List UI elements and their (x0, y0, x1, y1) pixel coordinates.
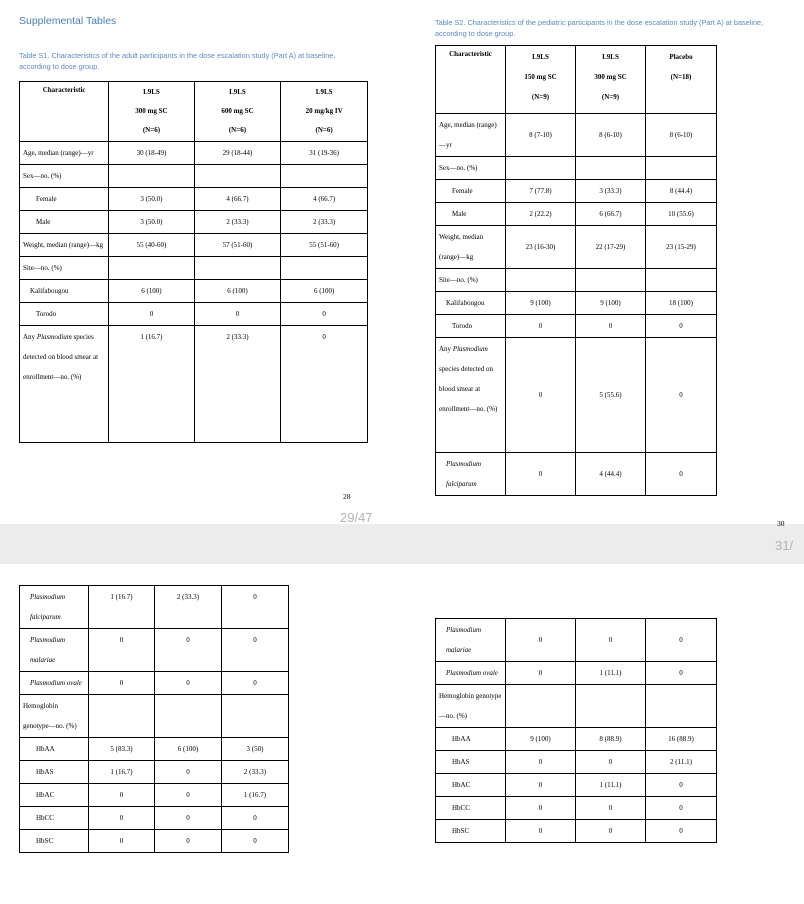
row-label: Hemoglobin genotype—no. (%) (20, 695, 89, 738)
table-cell: 7 (77.8) (506, 180, 576, 203)
page-gap (0, 524, 804, 564)
table-cell: 0 (576, 820, 646, 843)
row-label: HbAA (436, 728, 506, 751)
row-label: Female (20, 188, 109, 211)
table-s2-caption: Table S2. Characteristics of the pediatric participants in the dose escalation study (Part A) at baseline, according to dose group. (435, 18, 764, 38)
table-cell: 8 (44.4) (646, 180, 717, 203)
table-row (20, 165, 368, 188)
table-cell (194, 257, 281, 280)
page-counter-left: 29/47 (340, 510, 373, 525)
table-row (436, 728, 717, 751)
table-cell: 0 (576, 797, 646, 820)
table-row (436, 180, 717, 203)
table-cell: 5 (83.3) (89, 738, 155, 761)
table-cell (109, 165, 194, 188)
row-label: Site—no. (%) (436, 269, 506, 292)
table-cell: 1 (16.7) (222, 784, 289, 807)
row-label: Plasmodium malariae (20, 629, 89, 672)
table-s1-bottom (19, 585, 289, 853)
table-row (436, 453, 717, 496)
table-row (436, 269, 717, 292)
table-cell (89, 695, 155, 738)
column-header: L9LS 150 mg SC (N=9) (506, 46, 576, 114)
table-row (20, 807, 289, 830)
row-label: Female (436, 180, 506, 203)
table-row (20, 303, 368, 326)
table-row (436, 338, 717, 453)
table-header-row (436, 46, 717, 114)
table-cell: 1 (11.1) (576, 662, 646, 685)
table-row (20, 830, 289, 853)
table-s2-top (435, 45, 717, 496)
table-cell: 0 (576, 619, 646, 662)
row-label: HbAS (20, 761, 89, 784)
table-cell: 0 (222, 672, 289, 695)
table-cell: 8 (88.9) (576, 728, 646, 751)
table-cell: 18 (100) (646, 292, 717, 315)
table-cell: 6 (100) (281, 280, 368, 303)
column-header: Characteristic (436, 46, 506, 114)
table-cell: 1 (16.7) (109, 326, 194, 443)
table-cell: 0 (506, 619, 576, 662)
table-cell: 3 (50.0) (109, 211, 194, 234)
table-cell: 29 (18-44) (194, 142, 281, 165)
table-cell: 0 (89, 672, 155, 695)
row-label: Plasmodium ovale (436, 662, 506, 685)
table-cell: 6 (66.7) (576, 203, 646, 226)
table-row (436, 774, 717, 797)
table-cell: 1 (16.7) (89, 761, 155, 784)
table-cell: 6 (100) (194, 280, 281, 303)
table-cell (576, 269, 646, 292)
table-cell: 23 (15-29) (646, 226, 717, 269)
table-cell: 0 (155, 629, 222, 672)
table-cell: 8 (6-10) (646, 114, 717, 157)
table-s1-top (19, 81, 368, 443)
table-cell (506, 157, 576, 180)
row-label: HbCC (20, 807, 89, 830)
row-label: Age, median (range)—yr (436, 114, 506, 157)
table-cell: 2 (22.2) (506, 203, 576, 226)
row-label: HbAS (436, 751, 506, 774)
table-cell: 0 (646, 820, 717, 843)
table-cell: 0 (506, 453, 576, 496)
table-cell: 2 (33.3) (194, 211, 281, 234)
table-cell: 2 (33.3) (222, 761, 289, 784)
table-cell: 30 (18-49) (109, 142, 194, 165)
table-row (436, 619, 717, 662)
table-cell: 0 (155, 761, 222, 784)
table-cell: 3 (33.3) (576, 180, 646, 203)
table-cell: 55 (40-60) (109, 234, 194, 257)
table-cell: 0 (155, 830, 222, 853)
table-cell: 0 (281, 303, 368, 326)
table-cell: 6 (100) (155, 738, 222, 761)
row-label: HbAC (436, 774, 506, 797)
table-cell: 9 (100) (506, 292, 576, 315)
row-label: HbAC (20, 784, 89, 807)
table-row (436, 157, 717, 180)
table-cell: 2 (11.1) (646, 751, 717, 774)
table-cell (109, 257, 194, 280)
page-heading: Supplemental Tables (19, 15, 117, 27)
table-cell (646, 685, 717, 728)
table-cell: 10 (55.6) (646, 203, 717, 226)
table-cell: 0 (506, 338, 576, 453)
row-label: Kalifabougou (436, 292, 506, 315)
table-cell: 0 (89, 830, 155, 853)
table-cell (155, 695, 222, 738)
table-cell: 23 (16-30) (506, 226, 576, 269)
table-header-row (20, 82, 368, 142)
table-cell (194, 165, 281, 188)
table-cell: 0 (506, 820, 576, 843)
row-label: Plasmodium falciparum (20, 586, 89, 629)
table-row (20, 326, 368, 443)
table-cell: 1 (16.7) (89, 586, 155, 629)
table-s1-caption: Table S1. Characteristics of the adult participants in the dose escalation study (Part A) at baseline, according to dose group. (19, 51, 336, 71)
table-cell: 8 (6-10) (576, 114, 646, 157)
column-header: L9LS 300 mg SC (N=9) (576, 46, 646, 114)
table-cell: 2 (33.3) (194, 326, 281, 443)
table-cell: 0 (89, 629, 155, 672)
table-cell: 0 (155, 807, 222, 830)
table-cell: 0 (222, 830, 289, 853)
table-row (20, 280, 368, 303)
row-label: Weight, median (range)—kg (20, 234, 109, 257)
row-label: Male (436, 203, 506, 226)
table-cell: 0 (506, 315, 576, 338)
table-cell: 0 (506, 662, 576, 685)
table-cell: 0 (222, 807, 289, 830)
row-label: Plasmodium falciparum (436, 453, 506, 496)
table-cell: 0 (646, 774, 717, 797)
row-label: Sex—no. (%) (436, 157, 506, 180)
table-cell: 31 (19-36) (281, 142, 368, 165)
table-cell (646, 157, 717, 180)
table-row (20, 142, 368, 165)
table-row (20, 211, 368, 234)
row-label: Plasmodium ovale (20, 672, 89, 695)
table-cell: 2 (33.3) (155, 586, 222, 629)
table-cell: 0 (281, 326, 368, 443)
table-row (436, 751, 717, 774)
table-cell: 4 (66.7) (194, 188, 281, 211)
column-header: L9LS 600 mg SC (N=6) (194, 82, 281, 142)
table-cell: 0 (109, 303, 194, 326)
column-header: Placebo (N=18) (646, 46, 717, 114)
row-label: HbSC (20, 830, 89, 853)
table-row (20, 761, 289, 784)
row-label: Male (20, 211, 109, 234)
row-label: Weight, median (range)—kg (436, 226, 506, 269)
table-cell (576, 157, 646, 180)
row-label: Plasmodium malariae (436, 619, 506, 662)
table-cell: 2 (33.3) (281, 211, 368, 234)
table-cell (281, 165, 368, 188)
page-number-right: 30 (777, 519, 785, 528)
table-row (20, 188, 368, 211)
table-cell: 9 (100) (576, 292, 646, 315)
table-cell: 0 (646, 797, 717, 820)
table-row (436, 685, 717, 728)
table-cell: 0 (506, 797, 576, 820)
table-cell: 0 (194, 303, 281, 326)
table-cell (506, 269, 576, 292)
table-cell: 0 (646, 338, 717, 453)
table-cell: 0 (89, 784, 155, 807)
table-cell: 0 (222, 586, 289, 629)
table-row (20, 586, 289, 629)
row-label: Age, median (range)—yr (20, 142, 109, 165)
row-label: HbAA (20, 738, 89, 761)
column-header: L9LS 300 mg SC (N=6) (109, 82, 194, 142)
table-cell: 0 (155, 784, 222, 807)
table-cell: 0 (576, 751, 646, 774)
table-row (20, 784, 289, 807)
table-cell: 5 (55.6) (576, 338, 646, 453)
table-row (436, 662, 717, 685)
table-cell: 0 (155, 672, 222, 695)
table-cell: 22 (17-29) (576, 226, 646, 269)
row-label: Kalifabougou (20, 280, 109, 303)
table-cell (506, 685, 576, 728)
table-cell: 0 (89, 807, 155, 830)
table-row (20, 629, 289, 672)
table-row (20, 234, 368, 257)
table-cell: 4 (66.7) (281, 188, 368, 211)
table-cell: 0 (222, 629, 289, 672)
table-s2-bottom (435, 618, 717, 843)
table-row (436, 797, 717, 820)
page-number-left: 28 (343, 492, 351, 501)
row-label: HbCC (436, 797, 506, 820)
table-cell: 0 (646, 662, 717, 685)
table-cell: 9 (100) (506, 728, 576, 751)
table-cell: 3 (50) (222, 738, 289, 761)
table-cell: 3 (50.0) (109, 188, 194, 211)
table-row (436, 114, 717, 157)
row-label: Hemoglobin genotype—no. (%) (436, 685, 506, 728)
table-cell: 57 (51-60) (194, 234, 281, 257)
table-row (20, 695, 289, 738)
row-label: Torodo (20, 303, 109, 326)
table-row (436, 203, 717, 226)
table-row (20, 738, 289, 761)
table-cell: 0 (646, 453, 717, 496)
table-cell: 0 (646, 315, 717, 338)
table-row (436, 292, 717, 315)
row-label: Site—no. (%) (20, 257, 109, 280)
table-row (436, 226, 717, 269)
page-counter-right: 31/ (775, 538, 794, 553)
table-cell: 55 (51-60) (281, 234, 368, 257)
table-cell: 16 (88.9) (646, 728, 717, 751)
table-cell: 0 (646, 619, 717, 662)
column-header: Characteristic (20, 82, 109, 142)
table-cell: 4 (44.4) (576, 453, 646, 496)
table-cell: 0 (576, 315, 646, 338)
table-cell (576, 685, 646, 728)
row-label: Any Plasmodium species detected on blood smear at enrollment—no. (%) (20, 326, 109, 443)
column-header: L9LS 20 mg/kg IV (N=6) (281, 82, 368, 142)
table-cell: 0 (506, 751, 576, 774)
table-cell: 6 (100) (109, 280, 194, 303)
row-label: Any Plasmodium species detected on blood smear at enrollment—no. (%) (436, 338, 506, 453)
table-row (20, 672, 289, 695)
row-label: Torodo (436, 315, 506, 338)
table-cell: 1 (11.1) (576, 774, 646, 797)
table-row (20, 257, 368, 280)
table-cell: 0 (506, 774, 576, 797)
table-cell (222, 695, 289, 738)
table-row (436, 315, 717, 338)
row-label: HbSC (436, 820, 506, 843)
row-label: Sex—no. (%) (20, 165, 109, 188)
table-cell (646, 269, 717, 292)
table-cell (281, 257, 368, 280)
table-cell: 8 (7-10) (506, 114, 576, 157)
table-row (436, 820, 717, 843)
